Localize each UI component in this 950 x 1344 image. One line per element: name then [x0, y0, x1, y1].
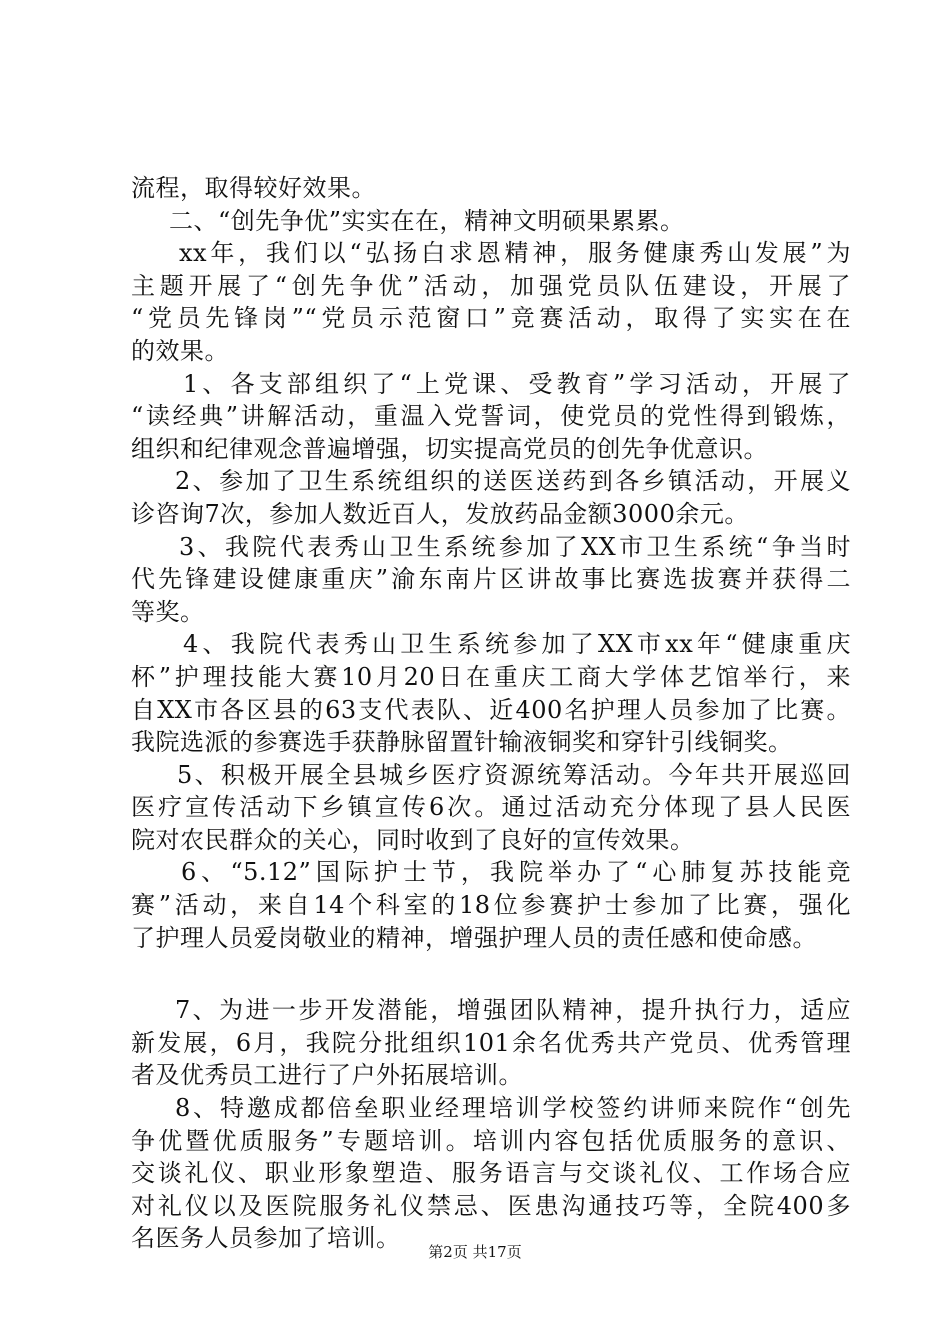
- text-line: “读经典”讲解活动，重温入党誓词，使党员的党性得到锻炼，: [131, 402, 851, 431]
- text-line: 代先锋建设健康重庆”渝东南片区讲故事比赛选拔赛并获得二: [131, 565, 851, 594]
- text-line: 医疗宣传活动下乡镇宣传6次。通过活动充分体现了县人民医: [131, 793, 851, 822]
- paragraph-gap: [131, 954, 851, 994]
- paragraph: [131, 531, 851, 629]
- paragraph: [131, 994, 851, 1092]
- text-line: 杯”护理技能大赛10月20日在重庆工商大学体艺馆举行，来: [131, 662, 851, 691]
- text-line: 4、我院代表秀山卫生系统参加了XX市xx年“健康重庆: [183, 630, 851, 659]
- paragraph: [131, 237, 851, 367]
- text-line: 二、“创先争优”实实在在，精神文明硕果累累。: [169, 206, 685, 235]
- paragraph: [131, 856, 851, 954]
- text-line: 2、参加了卫生系统组织的送医送药到各乡镇活动，开展义: [175, 467, 851, 496]
- text-line: xx年，我们以“弘扬白求恩精神，服务健康秀山发展”为: [179, 239, 851, 268]
- text-line: 院对农民群众的关心，同时收到了良好的宣传效果。: [131, 825, 695, 854]
- paragraph: [131, 172, 851, 205]
- text-line: 赛”活动，来自14个科室的18位参赛护士参加了比赛，强化: [131, 891, 851, 920]
- text-line: 对礼仪以及医院服务礼仪禁忌、医患沟通技巧等，全院400多: [131, 1191, 851, 1220]
- text-line: 主题开展了“创先争优”活动，加强党员队伍建设，开展了: [131, 271, 851, 300]
- text-line: 等奖。: [131, 597, 205, 626]
- document-body: [131, 172, 851, 1255]
- paragraph: [131, 368, 851, 466]
- text-line: 交谈礼仪、职业形象塑造、服务语言与交谈礼仪、工作场合应: [131, 1159, 851, 1188]
- text-line: 3、我院代表秀山卫生系统参加了XX市卫生系统“争当时: [179, 532, 851, 561]
- text-line: 1、各支部组织了“上党课、受教育”学习活动，开展了: [183, 369, 851, 398]
- text-line: 名医务人员参加了培训。: [131, 1224, 401, 1253]
- page-footer: 第2页 共17页: [428, 1243, 522, 1261]
- text-line: “党员先锋岗”“党员示范窗口”竞赛活动，取得了实实在在: [131, 304, 851, 333]
- text-line: 的效果。: [131, 336, 229, 365]
- paragraph: [131, 628, 851, 758]
- paragraph: [131, 465, 851, 530]
- text-line: 者及优秀员工进行了户外拓展培训。: [131, 1061, 523, 1090]
- text-line: 组织和纪律观念普遍增强，切实提高党员的创先争优意识。: [131, 434, 768, 463]
- text-line: 了护理人员爱岗敬业的精神，增强护理人员的责任感和使命感。: [131, 923, 817, 952]
- text-line: 6、“5.12”国际护士节，我院举办了“心肺复苏技能竞: [181, 858, 851, 887]
- text-line: 7、为进一步开发潜能，增强团队精神，提升执行力，适应: [175, 996, 851, 1025]
- text-line: 诊咨询7次，参加人数近百人，发放药品金额3000余元。: [131, 499, 749, 528]
- paragraph: [131, 1092, 851, 1255]
- text-line: 自XX市各区县的63支代表队、近400名护理人员参加了比赛。: [131, 695, 851, 724]
- text-line: 5、积极开展全县城乡医疗资源统筹活动。今年共开展巡回: [177, 760, 851, 789]
- text-line: 流程，取得较好效果。: [131, 174, 376, 202]
- text-line: 新发展，6月，我院分批组织101余名优秀共产党员、优秀管理: [131, 1028, 851, 1057]
- text-line: 8、特邀成都倍垒职业经理培训学校签约讲师来院作“创先: [175, 1094, 851, 1123]
- text-line: 争优暨优质服务”专题培训。培训内容包括优质服务的意识、: [131, 1126, 851, 1155]
- text-line: 我院选派的参赛选手获静脉留置针输液铜奖和穿针引线铜奖。: [131, 728, 793, 757]
- paragraph: [131, 205, 851, 238]
- paragraph: [131, 759, 851, 857]
